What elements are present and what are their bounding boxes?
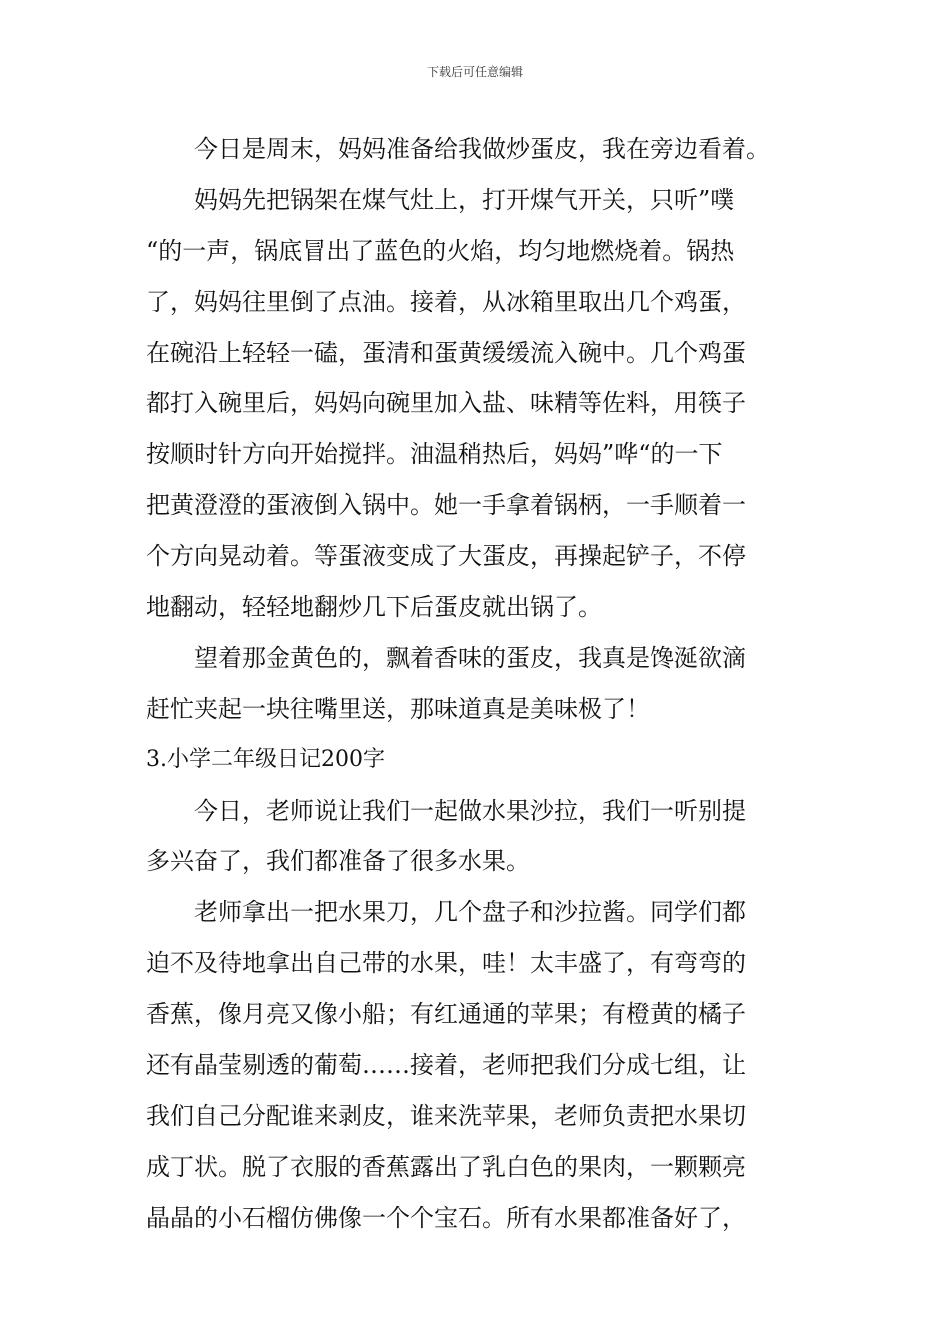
text-line: 妈妈先把锅架在煤气灶上，打开煤气开关，只听”噗 <box>194 185 735 214</box>
text-line: 成丁状。脱了衣服的香蕉露出了乳白色的果肉，一颗颗亮 <box>146 1152 746 1181</box>
text-line: 老师拿出一把水果刀，几个盘子和沙拉酱。同学们都 <box>194 898 746 927</box>
text-line: 地翻动，轻轻地翻炒几下后蛋皮就出锅了。 <box>146 593 602 622</box>
text-line: 迫不及待地拿出自己带的水果，哇！太丰盛了，有弯弯的 <box>146 949 746 978</box>
document-body <box>146 124 806 1244</box>
section-heading: 3.小学二年级日记200字 <box>146 746 385 772</box>
text-line: 今日是周末，妈妈准备给我做炒蛋皮，我在旁边看着。 <box>194 135 770 163</box>
text-line: 香蕉，像月亮又像小船；有红通通的苹果；有橙黄的橘子 <box>146 1000 746 1029</box>
text-line: 按顺时针方向开始搅拌。油温稍热后，妈妈”哗“的一下 <box>146 440 723 469</box>
text-line: 晶晶的小石榴仿佛像一个个宝石。所有水果都准备好了， <box>146 1203 746 1232</box>
text-line: “的一声，锅底冒出了蓝色的火焰，均匀地燃烧着。锅热 <box>146 236 735 265</box>
text-line: 个方向晃动着。等蛋液变成了大蛋皮，再操起铲子，不停 <box>146 542 746 571</box>
text-line: 在碗沿上轻轻一磕，蛋清和蛋黄缓缓流入碗中。几个鸡蛋 <box>146 338 746 367</box>
text-line: 望着那金黄色的，飘着香味的蛋皮，我真是馋涎欲滴 <box>194 643 746 672</box>
text-line: 多兴奋了，我们都准备了很多水果。 <box>146 847 530 876</box>
text-line: 今日，老师说让我们一起做水果沙拉，我们一听别提 <box>194 796 746 825</box>
text-line: 我们自己分配谁来剥皮，谁来洗苹果，老师负责把水果切 <box>146 1101 746 1130</box>
text-line: 赶忙夹起一块往嘴里送，那味道真是美味极了！ <box>146 694 650 723</box>
text-line: 了，妈妈往里倒了点油。接着，从冰箱里取出几个鸡蛋， <box>146 287 746 316</box>
page-header: 下载后可任意编辑 <box>426 65 523 79</box>
text-line: 把黄澄澄的蛋液倒入锅中。她一手拿着锅柄，一手顺着一 <box>146 491 746 520</box>
text-line: 都打入碗里后，妈妈向碗里加入盐、味精等佐料，用筷子 <box>146 389 746 418</box>
text-line: 还有晶莹剔透的葡萄……接着，老师把我们分成七组，让 <box>146 1051 746 1080</box>
